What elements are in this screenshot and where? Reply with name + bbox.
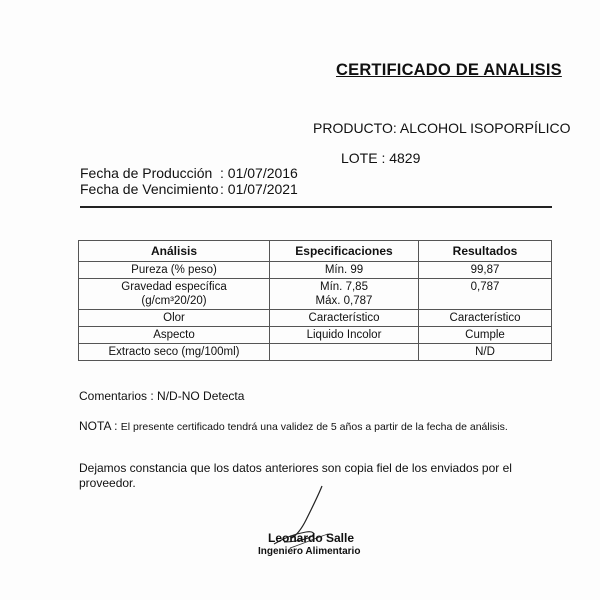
comments: Comentarios : N/D-NO Detecta	[79, 389, 245, 403]
attestation-statement: Dejamos constancia que los datos anteriores son copia fiel de los enviados por el proveedor.	[79, 461, 512, 490]
product-name: PRODUCTO: ALCOHOL ISOPORPÍLICO	[313, 120, 571, 136]
table-row	[79, 262, 552, 279]
table-row	[79, 327, 552, 344]
cell-analisis: Olor	[79, 310, 270, 327]
document-title: CERTIFICADO DE ANALISIS	[336, 61, 562, 79]
column-header-analisis: Análisis	[79, 241, 270, 262]
table-header-row	[79, 241, 552, 262]
cell-analisis	[79, 279, 270, 310]
cell-especificacion: Característico	[270, 310, 419, 327]
table-row	[79, 310, 552, 327]
cell-analisis: Aspecto	[79, 327, 270, 344]
production-date	[80, 165, 298, 181]
note-label: NOTA :	[79, 419, 118, 433]
cell-resultado: Cumple	[419, 327, 552, 344]
cell-analisis: Pureza (% peso)	[79, 262, 270, 279]
header-divider	[80, 206, 552, 208]
analysis-table	[78, 240, 552, 361]
cell-resultado: 0,787	[419, 279, 552, 310]
note	[79, 419, 508, 433]
cell-especificacion-line2: Máx. 0,787	[315, 295, 373, 307]
cell-especificacion: Mín. 99	[270, 262, 419, 279]
cell-analisis: Extracto seco (mg/100ml)	[79, 344, 270, 361]
column-header-resultados: Resultados	[419, 241, 552, 262]
cell-resultado: 99,87	[419, 262, 552, 279]
signatory-name: Leonardo Salle	[268, 531, 355, 545]
column-header-especificaciones: Especificaciones	[270, 241, 419, 262]
note-text: El presente certificado tendrá una validez de 5 años a partir de la fecha de análisis.	[120, 421, 508, 433]
expiration-date-label: Fecha de Vencimiento	[80, 181, 219, 197]
table-row	[79, 344, 552, 361]
expiration-date	[80, 181, 298, 197]
cell-resultado: Característico	[419, 310, 552, 327]
production-date-value: : 01/07/2016	[220, 165, 298, 181]
cell-especificacion	[270, 344, 419, 361]
lot-number: LOTE : 4829	[341, 150, 421, 166]
table-row	[79, 279, 552, 310]
signatory-title: Ingeniero Alimentario	[258, 546, 361, 557]
cell-especificacion-line1: Mín. 7,85	[320, 281, 368, 293]
cell-especificacion	[270, 279, 419, 310]
cell-resultado: N/D	[419, 344, 552, 361]
cell-analisis-line1: Gravedad específica	[121, 281, 227, 293]
production-date-label: Fecha de Producción	[80, 165, 213, 181]
cell-analisis-line2: (g/cm³20/20)	[141, 295, 207, 307]
expiration-date-value: : 01/07/2021	[220, 181, 298, 197]
cell-especificacion: Liquido Incolor	[270, 327, 419, 344]
